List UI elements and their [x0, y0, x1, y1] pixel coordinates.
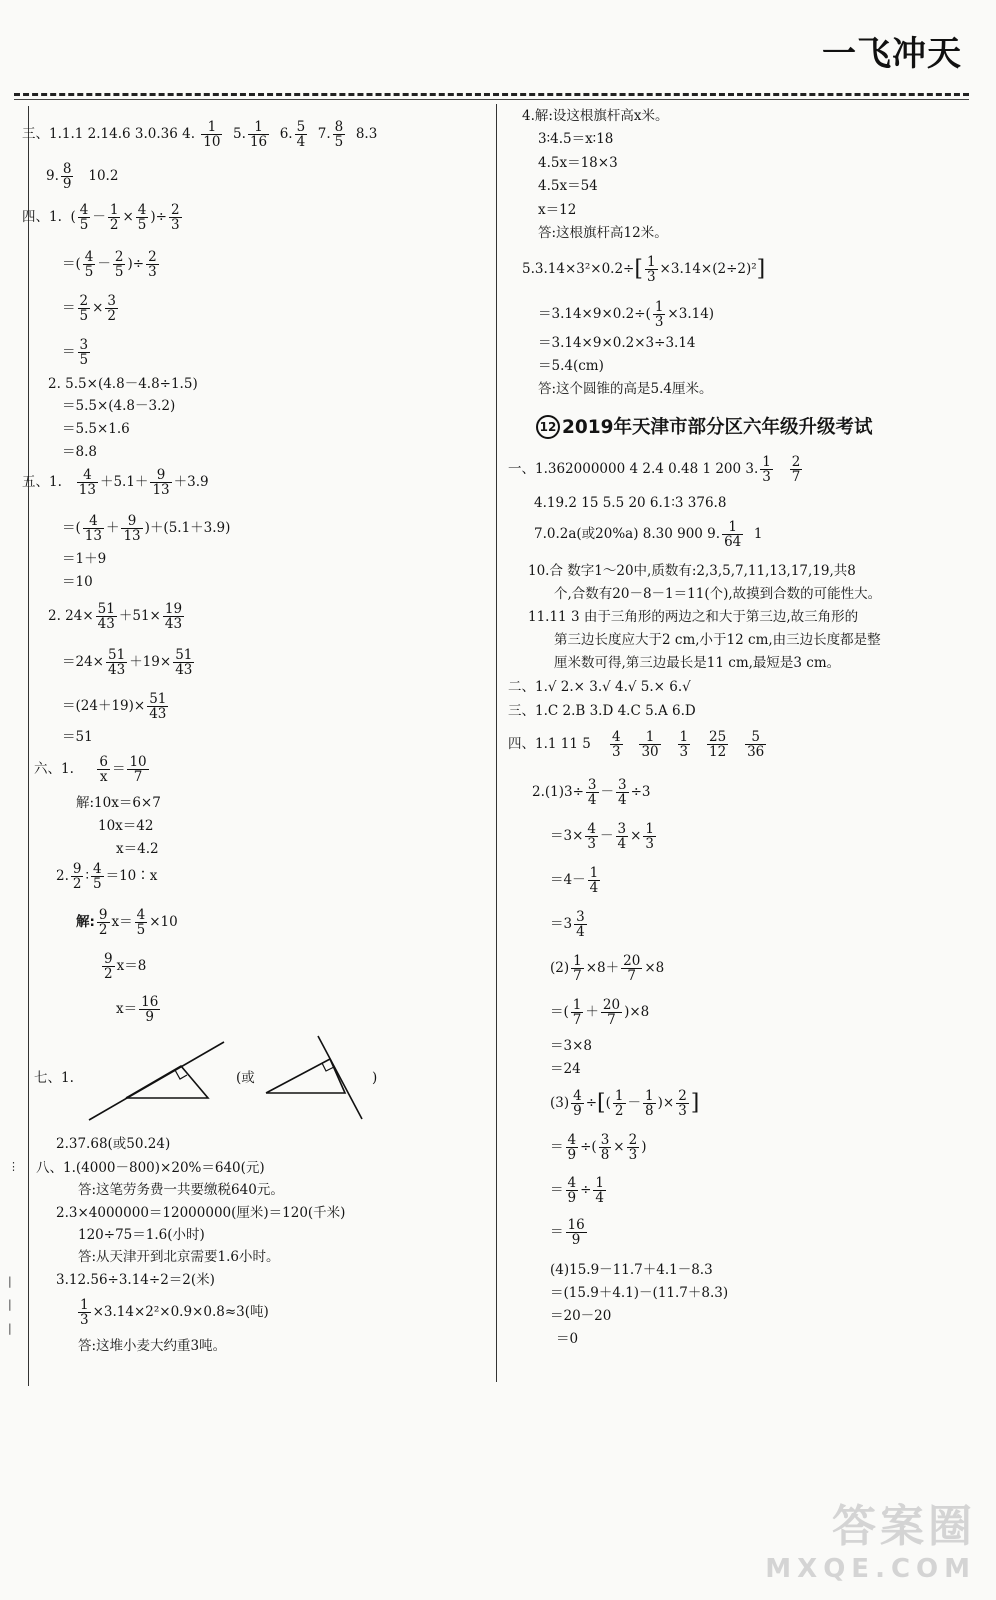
fraction: $\frac{8}{5}$: [334, 119, 344, 151]
answer-line: 2. 5.5×(4.8－4.8÷1.5): [48, 376, 198, 392]
answer-line: 120÷75＝1.6(小时): [78, 1227, 205, 1243]
answer-line: 2.37.68(或50.24): [56, 1136, 171, 1152]
answer-line: 第三边长度应大于2 cm,小于12 cm,由三边长度都是整: [554, 632, 881, 648]
answer-line: ＝( $\frac{4}{13}$ ＋ $\frac{9}{13}$ )＋(5.1＋3.9): [62, 513, 231, 545]
answer-line: ＝ $\frac{2}{5}$ × $\frac{3}{2}$: [62, 293, 116, 325]
margin-mark: |: [8, 1298, 12, 1311]
answer-line: ＝51: [62, 729, 93, 745]
answer-line: 八、1.(4000－800)×20%＝640(元): [36, 1160, 265, 1176]
answer-line: 三、1.1.1 2.14.6 3.0.36 4. $\frac{1}{10}$ 5. $\frac{1}{16}$ 6. $\frac{5}{4}$ 7. $\frac{8}{5}$ 8.3: [22, 119, 378, 151]
answer-line: ＝(15.9＋4.1)－(11.7＋8.3): [550, 1285, 729, 1301]
answer-line: 5.3.14×3²×0.2÷[ $\frac{1}{3}$ ×3.14×(2÷2)²]: [522, 254, 766, 286]
label: 四、1.: [22, 209, 62, 226]
triangle-figure-2: [262, 1033, 378, 1123]
column-divider: [496, 104, 497, 1382]
answer-line: ＝( $\frac{1}{7}$ ＋ $\frac{20}{7}$ )×8: [550, 997, 650, 1029]
answer-line: (2) $\frac{1}{7}$ ×8＋ $\frac{20}{7}$ ×8: [550, 953, 665, 985]
text: 10.2: [88, 168, 119, 185]
answer-line: (3) $\frac{4}{9}$ ÷[( $\frac{1}{2}$ － $\frac{1}{8}$ )× $\frac{2}{3}$ ]: [550, 1088, 700, 1120]
answer-line: ＝5.5×1.6: [62, 421, 130, 437]
answer-line: ＝5.4(cm): [538, 358, 604, 374]
answer-line: ＝3.14×9×0.2×3÷3.14: [538, 335, 696, 351]
text: 9.: [46, 168, 59, 185]
brand-logo: 一飞冲天: [822, 34, 962, 74]
answer-line: 五、1. $\frac{4}{13}$ ＋5.1＋ $\frac{9}{13}$ ＋3.9: [22, 467, 209, 499]
answer-line: ＝1＋9: [62, 551, 107, 567]
answer-line: ＝3 $\frac{3}{4}$: [550, 909, 585, 941]
answer-line: 解:10x＝6×7: [76, 795, 161, 811]
answer-line: 4.解:设这根旗杆高x米。: [522, 108, 669, 124]
answer-line: 答:这根旗杆高12米。: [538, 225, 668, 241]
answer-line: 2. $\frac{9}{2}$ ∶ $\frac{4}{5}$ ＝10∶x: [56, 861, 158, 893]
text: 三、1.1.1 2.14.6 3.0.36 4.: [22, 126, 195, 143]
answer-line: ＝ $\frac{4}{9}$ ÷( $\frac{3}{8}$ × $\frac{2}{3}$ ): [550, 1132, 647, 1164]
answer-line: 答:从天津开到北京需要1.6小时。: [78, 1249, 280, 1265]
answer-line: ＝8.8: [62, 444, 97, 460]
answer-line: ＝5.5×(4.8－3.2): [62, 398, 176, 414]
answer-line: 2. 24× $\frac{51}{43}$ ＋51× $\frac{19}{43}$: [48, 601, 183, 633]
answer-line: 4.5x＝18×3: [538, 155, 618, 171]
section-title: [536, 413, 873, 439]
answer-line: ＝0: [556, 1331, 579, 1347]
answer-line: 解: $\frac{9}{2}$ x＝ $\frac{4}{5}$ ×10: [76, 907, 178, 939]
answer-line: 2.3×4000000＝12000000(厘米)＝120(千米): [56, 1205, 346, 1221]
section-number-badge: 12: [536, 415, 560, 439]
answer-line: ＝( $\frac{4}{5}$ － $\frac{2}{5}$ )÷ $\frac{2}{3}$: [62, 249, 157, 281]
answer-line: 四、1.1 11 5 $\frac{4}{3}$ $\frac{1}{30}$ $\frac{1}{3}$ $\frac{25}{12}$ $\frac{5}{36}$: [508, 729, 765, 761]
answer-line: ＝20－20: [550, 1308, 612, 1324]
answer-line: 答:这堆小麦大约重3吨。: [78, 1338, 227, 1354]
answer-line: ＝24: [550, 1061, 581, 1077]
answer-line: $\frac{9}{2}$ x＝8: [104, 951, 147, 983]
answer-line: 四、1. ( $\frac{4}{5}$ － $\frac{1}{2}$ × $\frac{4}{5}$ )÷ $\frac{2}{3}$: [22, 202, 180, 234]
answer-line: 七、1.: [34, 1070, 74, 1086]
margin-mark: |: [8, 1322, 12, 1335]
answer-line: ): [372, 1070, 378, 1086]
answer-line: (或: [236, 1070, 255, 1086]
answer-line: [46, 162, 118, 191]
margin-mark: ⋮: [8, 1160, 19, 1173]
answer-line: 10x＝42: [98, 818, 154, 834]
answer-line: 个,合数有20－8－1＝11(个),故摸到合数的可能性大。: [554, 586, 882, 602]
answer-line: (4)15.9－11.7＋4.1－8.3: [550, 1262, 713, 1278]
answer-line: x＝4.2: [116, 841, 159, 857]
watermark: [765, 1490, 976, 1584]
answer-line: 7.0.2a(或20%a) 8.30 900 9. $\frac{1}{64}$ 1: [534, 519, 763, 551]
answer-line: 一、1.362000000 4 2.4 0.48 1 200 3. $\frac{1}{3}$ $\frac{2}{7}$: [508, 454, 801, 486]
answer-line: ＝(24＋19)× $\frac{51}{43}$: [62, 691, 167, 723]
answer-line: x＝ $\frac{16}{9}$: [116, 994, 159, 1026]
answer-line: 4.5x＝54: [538, 178, 598, 194]
fraction: $\frac{1}{10}$: [203, 119, 221, 151]
section-title-text: 2019年天津市部分区六年级升级考试: [562, 417, 873, 438]
answer-line: 答:这个圆锥的高是5.4厘米。: [538, 381, 713, 397]
answer-line: 3∶4.5＝x∶18: [538, 131, 614, 147]
answer-line: 4.19.2 15 5.5 20 6.1∶3 376.8: [534, 495, 727, 511]
fraction: $\frac{1}{16}$: [249, 119, 268, 151]
answer-line: ＝ $\frac{16}{9}$: [550, 1217, 585, 1249]
answer-line: 10.合 数字1～20中,质数有:2,3,5,7,11,13,17,19,共8: [528, 563, 856, 579]
fraction: $\frac{5}{4}$: [296, 119, 306, 151]
header-dashed-rule: [14, 93, 969, 96]
triangle-figure-1: [84, 1038, 228, 1124]
answer-line: $\frac{1}{3}$ ×3.14×2²×0.9×0.8≈3(吨): [80, 1297, 269, 1329]
left-margin-line: [28, 106, 29, 1386]
watermark-line: MXQE.COM: [765, 1554, 976, 1584]
header-solid-rule: [14, 99, 969, 100]
text: 8.3: [355, 126, 378, 143]
answer-line: ＝3×8: [550, 1038, 592, 1054]
answer-line: 三、1.C 2.B 3.D 4.C 5.A 6.D: [508, 703, 696, 719]
answer-line: ＝4－ $\frac{1}{4}$: [550, 865, 599, 897]
answer-line: 11.11 3 由于三角形的两边之和大于第三边,故三角形的: [528, 609, 859, 625]
answer-line: 3.12.56÷3.14÷2＝2(米): [56, 1272, 215, 1288]
answer-line: 二、1.√ 2.× 3.√ 4.√ 5.× 6.√: [508, 679, 691, 695]
answer-line: ＝3.14×9×0.2÷( $\frac{1}{3}$ ×3.14): [538, 299, 715, 331]
watermark-line: 答案圈: [832, 1501, 976, 1552]
answer-line: x＝12: [538, 202, 577, 218]
fraction: $\frac{8}{9}$: [62, 161, 72, 193]
answer-line: 答:这笔劳务费一共要缴税640元。: [78, 1182, 284, 1198]
answer-line: 厘米数可得,第三边最长是11 cm,最短是3 cm。: [554, 655, 841, 671]
answer-line: ＝3× $\frac{4}{3}$ － $\frac{3}{4}$ × $\frac{1}{3}$: [550, 821, 654, 853]
answer-line: ＝ $\frac{4}{9}$ ÷ $\frac{1}{4}$: [550, 1175, 604, 1207]
margin-mark: |: [8, 1275, 12, 1288]
answer-line: ＝ $\frac{3}{5}$: [62, 337, 89, 369]
answer-line: ＝24× $\frac{51}{43}$ ＋19× $\frac{51}{43}$: [62, 647, 193, 679]
answer-line: 2.(1)3÷ $\frac{3}{4}$ － $\frac{3}{4}$ ÷3: [532, 777, 651, 809]
answer-line: ＝10: [62, 574, 93, 590]
answer-line: 六、1. $\frac{6}{x}$ ＝ $\frac{10}{7}$: [34, 754, 147, 786]
